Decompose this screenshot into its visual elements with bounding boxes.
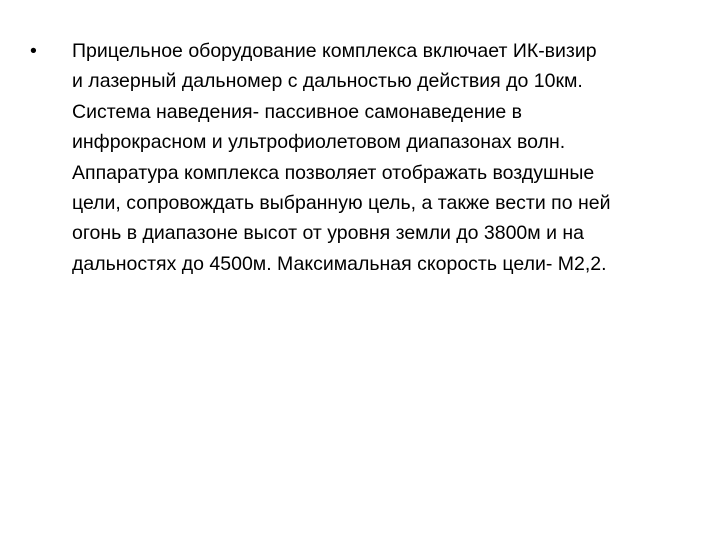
text-line: инфрокрасном и ультрофиолетовом диапазонах волн. — [72, 131, 566, 154]
text-line: огонь в диапазоне высот от уровня земли до 3800м и на — [72, 222, 585, 245]
bullet-list — [30, 36, 690, 279]
text-line: и лазерный дальномер с дальностью действия до 10км. — [72, 70, 583, 93]
text-line: Прицельное оборудование комплекса включает ИК-визир — [72, 40, 597, 62]
text-line: цели, сопровождать выбранную цель, а также вести по ней — [72, 192, 611, 215]
text-line: Система наведения- пассивное самонаведение в — [72, 100, 523, 123]
bullet-item — [30, 36, 690, 279]
text-line: дальностях до 4500м. Максимальная скорость цели- М2,2. — [72, 252, 607, 275]
bullet-icon: • — [30, 40, 37, 62]
text-line: Аппаратура комплекса позволяет отображать воздушные — [72, 161, 595, 184]
